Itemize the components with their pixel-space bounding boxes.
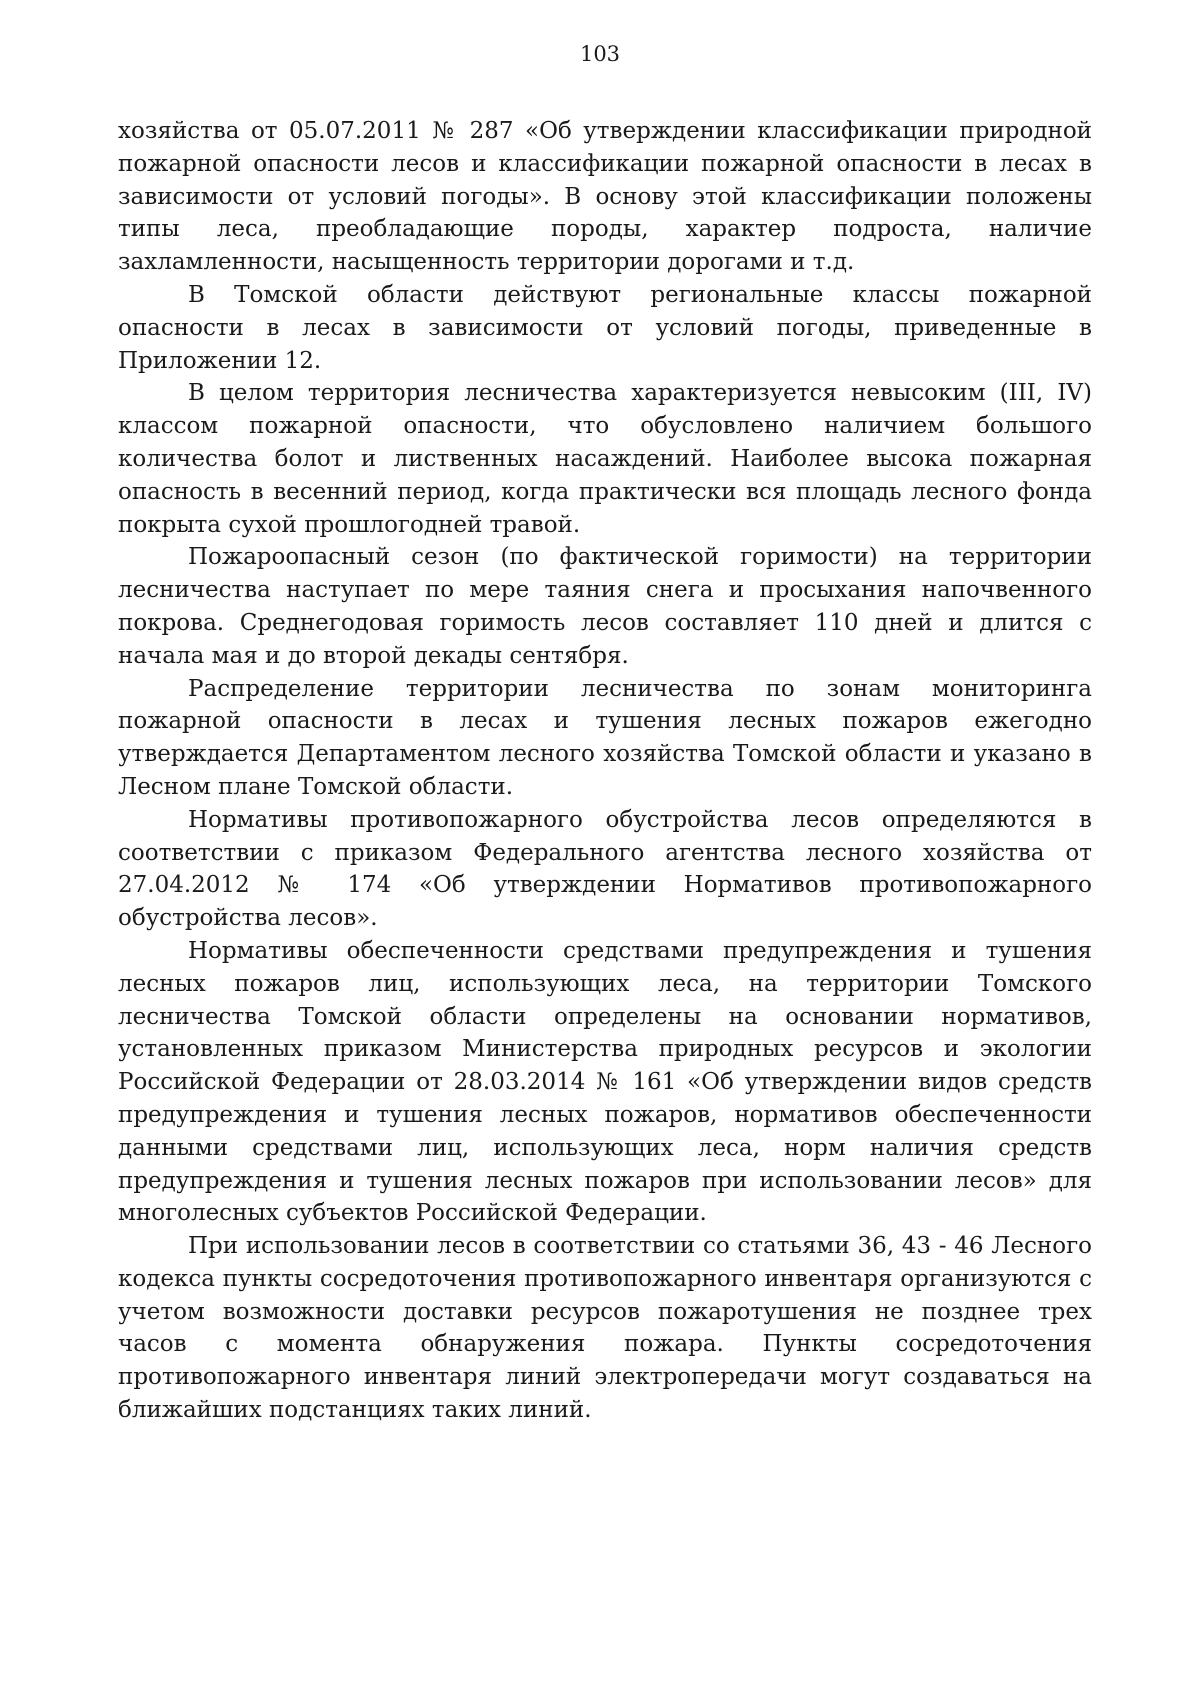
page-number: 103 (579, 42, 621, 66)
document-body (118, 115, 1092, 1427)
paragraph: В Томской области действуют региональные классы пожарной опасности в лесах в зависимости от условий погоды, приведенные в Приложении 12. (118, 281, 1092, 374)
paragraph: Распределение территории лесничества по зонам мониторинга пожарной опасности в лесах и тушения лесных пожаров ежегодно утверждается Департаментом лесного хозяйства Томской области и указано в Лесном плане Томской области. (118, 675, 1092, 800)
paragraph: Нормативы противопожарного обустройства лесов определяются в соответствии с приказом Федерального агентства лесного хозяйства от 27.04.2012 № 174 «Об утверждении Нормативов противопожарного обустройства лесов». (118, 806, 1092, 932)
paragraph: При использовании лесов в соответствии со статьями 36, 43 - 46 Лесного кодекса пункты сосредоточения противопожарного инвентаря организуются с учетом возможности доставки ресурсов пожаротушения не позднее трех часов с момента обнаружения пожара. Пункты сосредоточения противопожарного инвентаря линий электропередачи могут создаваться на ближайших подстанциях таких линий. (118, 1233, 1092, 1424)
paragraph: Пожароопасный сезон (по фактической горимости) на территории лесничества наступает по мере таяния снега и просыхания напочвенного покрова. Среднегодовая горимость лесов составляет 110 дней и длится с начала мая и до второй декады сентября. (118, 544, 1092, 669)
paragraph: Нормативы обеспеченности средствами предупреждения и тушения лесных пожаров лиц, использующих леса, на территории Томского лесничества Томской области определены на основании нормативов, установленных приказом Министерства природных ресурсов и экологии Российской Федерации от 28.03.2014 № 161 «Об утверждении видов средств предупреждения и тушения лесных пожаров, нормативов обеспеченности данными средствами лиц, использующих леса, норм наличия средств предупреждения и тушения лесных пожаров при использовании лесов» для многолесных субъектов Российской Федерации. (118, 937, 1092, 1227)
paragraph: В целом территория лесничества характеризуется невысоким (III, IV) классом пожарной опасности, что обусловлено наличием большого количества болот и лиственных насаждений. Наиболее высока пожарная опасность в весенний период, когда практически вся площадь лесного фонда покрыта сухой прошлогодней травой. (118, 380, 1092, 538)
paragraph-continuation: хозяйства от 05.07.2011 № 287 «Об утверждении классификации природной пожарной опасности лесов и классификации пожарной опасности в лесах в зависимости от условий погоды». В основу этой классификации положены типы леса, преобладающие породы, характер подроста, наличие захламленности, насыщенность территории дорогами и т.д. (118, 118, 1092, 276)
